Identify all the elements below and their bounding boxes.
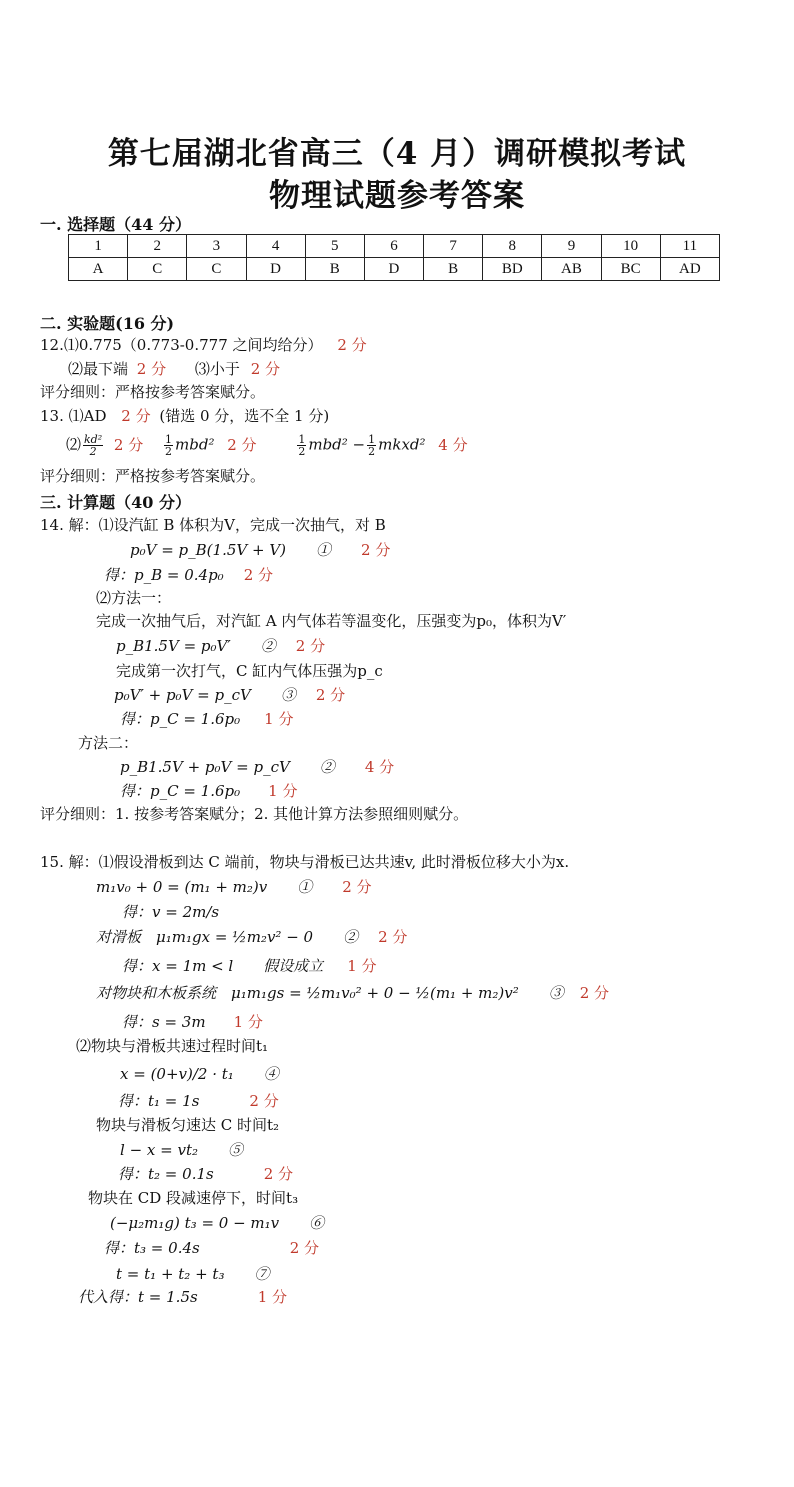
question-number: 8 (483, 235, 542, 258)
question-number: 10 (601, 235, 660, 258)
q12-part2 (68, 359, 280, 379)
q13-f2-points: 2 分 (227, 435, 257, 454)
q13-part1-note: (错选 0 分，选不全 1 分) (159, 407, 330, 425)
q14-line: p_B1.5V = p₀V′ ② 2 分 (116, 637, 326, 655)
q15-line: 对物块和木板系统 μ₁m₁gs = ½m₁v₀² + 0 − ½(m₁ + m₂)v² ③ 2 分 (96, 984, 610, 1002)
fraction-half: $\frac{1}{2}$ (165, 433, 173, 458)
section-heading-experiment: 二. 实验题(16 分) (40, 314, 175, 333)
q12-part2-points: 2 分 (136, 360, 167, 378)
answer-table (68, 234, 720, 281)
q14-line: 完成第一次打气，C 缸内气体压强为p_c (116, 662, 383, 680)
answer-key-row (69, 258, 720, 281)
q13-f3-points: 4 分 (438, 435, 468, 454)
q15-line: t = t₁ + t₂ + t₃ ⑦ (116, 1265, 270, 1283)
q14-line: 得：p_C = 1.6p₀ 1 分 (120, 782, 298, 800)
q13-f1-points: 2 分 (113, 435, 144, 454)
fraction-half: $\frac{1}{2}$ (368, 433, 376, 458)
q15-line: 得：t₂ = 0.1s 2 分 (118, 1165, 294, 1183)
doc-title-line2: 物理试题参考答案 (269, 178, 525, 214)
q15-line: x = (0+v)/2 · t₁ ④ (120, 1065, 279, 1083)
q15-line: 得：x = 1m < l 假设成立 1 分 (122, 957, 377, 975)
q15-line: 得：t₁ = 1s 2 分 (118, 1092, 279, 1110)
q13-f2-expression: mbd² (175, 435, 215, 454)
q14-line: 得：p_B = 0.4p₀ 2 分 (104, 566, 274, 584)
answer-cell: C (187, 258, 246, 281)
q13-f3-expression-b: mkxd² (378, 435, 426, 454)
answer-cell: C (128, 258, 187, 281)
question-number: 1 (69, 235, 128, 258)
question-number: 3 (187, 235, 246, 258)
question-number: 11 (660, 235, 719, 258)
answer-cell: BD (483, 258, 542, 281)
q14-line: p₀V = p_B(1.5V + V) ① 2 分 (130, 541, 391, 559)
q14-line: 得：p_C = 1.6p₀ 1 分 (120, 710, 294, 728)
question-number: 9 (542, 235, 601, 258)
q15-line: (−μ₂m₁g) t₃ = 0 − m₁v ⑥ (110, 1214, 325, 1232)
q15-line: l − x = vt₂ ⑤ (120, 1141, 243, 1159)
q12-part1-points: 2 分 (337, 336, 367, 354)
q12-part1 (40, 335, 367, 355)
answer-cell: BC (601, 258, 660, 281)
fraction-kd2-over-2: $\frac{\text{kd²}}{2}$ (84, 433, 103, 458)
section-heading-calculation: 三. 计算题（40 分） (40, 493, 191, 512)
q14-line: 完成一次抽气后，对汽缸 A 内气体若等温变化，压强变为p₀，体积为V′ (96, 612, 567, 630)
answer-cell: B (424, 258, 483, 281)
q14-line: 14. 解：⑴设汽缸 B 体积为V，完成一次抽气，对 B (40, 516, 386, 534)
q13-part1-text: 13. ⑴AD (40, 407, 107, 425)
question-number: 7 (424, 235, 483, 258)
q12-part3-text: ⑶小于 (194, 360, 240, 378)
q14-line: p_B1.5V + p₀V = p_cV ② 4 分 (120, 758, 395, 776)
question-number: 4 (246, 235, 305, 258)
q15-line: 得：t₃ = 0.4s 2 分 (104, 1239, 320, 1257)
answer-cell: B (305, 258, 364, 281)
fraction-half: $\frac{1}{2}$ (298, 433, 306, 458)
q13-part1-points: 2 分 (121, 407, 151, 425)
answer-cell: D (246, 258, 305, 281)
section-heading-choice: 一. 选择题（44 分） (40, 215, 191, 234)
q12-part3-points: 2 分 (250, 360, 280, 378)
q15-line: m₁v₀ + 0 = (m₁ + m₂)v ① 2 分 (96, 878, 372, 896)
q15-line: ⑵物块与滑板共速过程时间t₁ (76, 1037, 269, 1055)
q14-scoring-note: 评分细则：1. 按参考答案赋分；2. 其他计算方法参照细则赋分。 (40, 805, 469, 823)
q14-line: ⑵方法一： (96, 589, 172, 607)
answer-cell: AD (660, 258, 719, 281)
answer-cell: D (364, 258, 423, 281)
q15-line: 15. 解：⑴假设滑板到达 C 端前，物块与滑板已达共速v, 此时滑板位移大小为x. (40, 853, 570, 871)
q13-scoring-note: 评分细则：严格按参考答案赋分。 (40, 467, 266, 485)
q15-line: 得：v = 2m/s (122, 903, 220, 921)
q13-part2 (66, 434, 468, 457)
answer-number-row (69, 235, 720, 258)
q15-line: 对滑板 μ₁m₁gx = ½m₂v² − 0 ② 2 分 (96, 928, 408, 946)
q12-scoring-note: 评分细则：严格按参考答案赋分。 (40, 383, 266, 401)
q15-line: 物块在 CD 段减速停下，时间t₃ (88, 1189, 299, 1207)
answer-cell: AB (542, 258, 601, 281)
answer-cell: A (69, 258, 128, 281)
q15-line: 代入得：t = 1.5s 1 分 (78, 1288, 287, 1306)
question-number: 5 (305, 235, 364, 258)
q13-f3-expression-a: mbd² − (308, 435, 366, 454)
q12-part2-text: ⑵最下端 (68, 360, 129, 378)
q14-line: p₀V′ + p₀V = p_cV ③ 2 分 (114, 686, 346, 704)
question-number: 6 (364, 235, 423, 258)
q12-part1-text: 12.⑴0.775（0.773-0.777 之间均给分） (40, 336, 323, 354)
doc-title-line1: 第七届湖北省高三（4 月）调研模拟考试 (107, 136, 687, 172)
q14-line: 方法二： (78, 734, 139, 752)
q13-part2-label: ⑵ (66, 435, 82, 454)
q15-line: 得：s = 3m 1 分 (122, 1013, 263, 1031)
q15-line: 物块与滑板匀速达 C 时间t₂ (96, 1116, 280, 1134)
question-number: 2 (128, 235, 187, 258)
q13-part1 (40, 406, 329, 426)
